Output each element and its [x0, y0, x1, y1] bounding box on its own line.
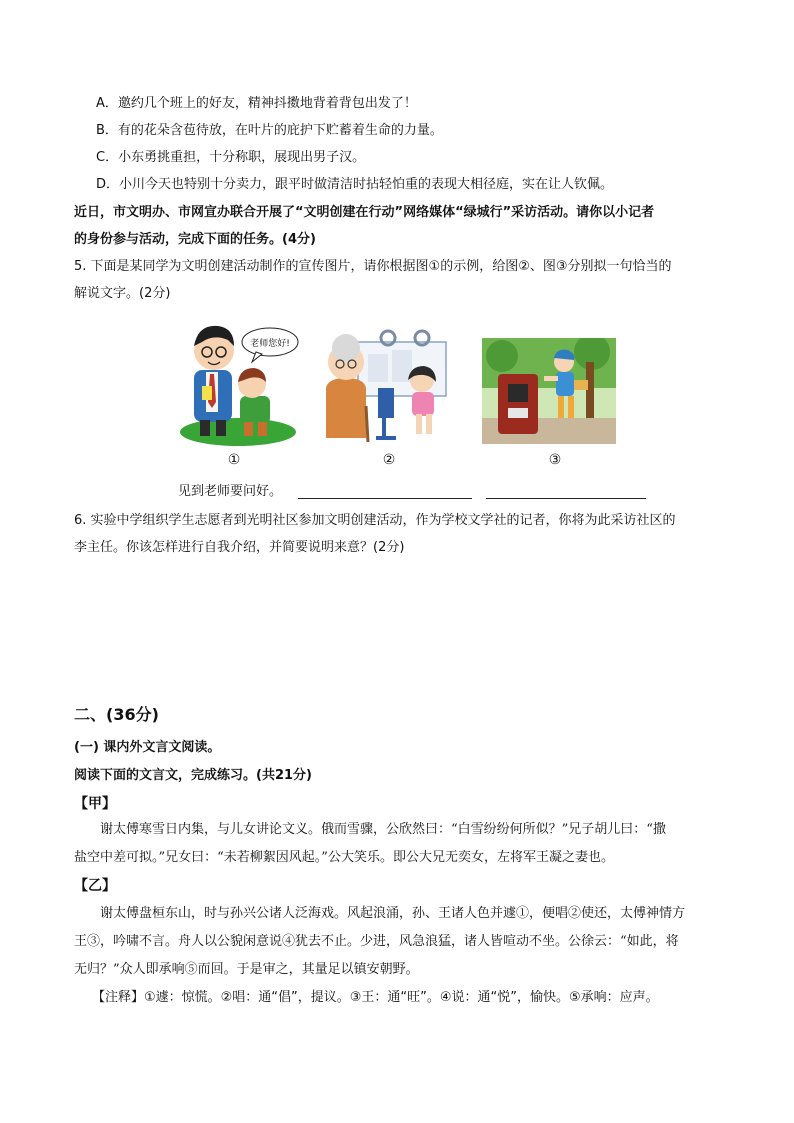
reading-instruction: 阅读下面的文言文，完成练习。(共21分) [74, 768, 312, 783]
option-a: A．邀约几个班上的好友，精神抖擞地背着背包出发了！ [96, 96, 417, 111]
caption-picture-1: ① [227, 452, 241, 468]
passage-yi-line-1: 谢太傅盘桓东山，时与孙兴公诸人泛海戏。风起浪涌，孙、王诸人色并遽①，便唱②使还，太傅神情方 [100, 906, 686, 921]
picture-2-elderly-seat [318, 328, 450, 444]
answer-blank-picture-3[interactable] [486, 497, 646, 499]
task-intro-line-2: 的身份参与活动，完成下面的任务。(4分) [74, 232, 316, 247]
passage-yi-line-3: 无归？”众人即承响⑤而回。于是审之，其量足以镇安朝野。 [74, 962, 419, 977]
example-caption-text: 见到老师要问好。 [178, 484, 283, 499]
picture-1-greeting-teacher [178, 312, 300, 448]
question-5-line-2: 解说文字。(2分) [74, 286, 171, 301]
option-c: C．小东勇挑重担，十分称职，展现出男子汉。 [96, 150, 366, 165]
task-intro-line-1: 近日，市文明办、市网宣办联合开展了“文明创建在行动”网络媒体“绿城行”采访活动。请你以小记者 [74, 205, 655, 220]
option-d: D．小川今天也特别十分卖力，跟平时做清洁时拈轻怕重的表现大相径庭，实在让人钦佩。 [96, 177, 614, 192]
passage-yi-label: 【乙】 [74, 878, 116, 894]
question-6-line-2: 李主任。你该怎样进行自我介绍，并简要说明来意？(2分) [74, 540, 405, 555]
option-b: B．有的花朵含苞待放，在叶片的庇护下贮蓄着生命的力量。 [96, 123, 443, 138]
passage-jia-line-1: 谢太傅寒雪日内集，与儿女讲论文义。俄而雪骤，公欣然曰：“白雪纷纷何所似？”兄子胡儿曰：“撒 [100, 822, 666, 837]
part-2-title: 二、(36分) [74, 705, 159, 724]
question-6-line-1: 6. 实验中学组织学生志愿者到光明社区参加文明创建活动，作为学校文学社的记者，你将为此采访社区的 [74, 513, 676, 528]
speech-bubble-text: 老师您好! [250, 339, 290, 349]
picture-3-trash-bin [482, 338, 616, 444]
passage-jia-line-2: 盐空中差可拟。”兄女曰：“未若柳絮因风起。”公大笑乐。即公大兄无奕女，左将军王凝之妻也。 [74, 850, 614, 865]
question-5-line-1: 5. 下面是某同学为文明创建活动制作的宣传图片，请你根据图①的示例，给图②、图③分别拟一句恰当的 [74, 259, 672, 274]
annotations: 【注释】①遽：惊慌。②唱：通“倡”，提议。③王：通“旺”。④说：通“悦”，愉快。⑤承响：应声。 [92, 990, 659, 1005]
passage-jia-label: 【甲】 [74, 796, 116, 812]
caption-picture-3: ③ [548, 452, 562, 468]
answer-blank-picture-2[interactable] [298, 497, 472, 499]
passage-yi-line-2: 王③，吟啸不言。舟人以公貌闲意说④犹去不止。少进，风急浪猛，诸人皆喧动不坐。公徐云：“如此，将 [74, 934, 679, 949]
caption-picture-2: ② [382, 452, 396, 468]
part-2-subsection-title: (一) 课内外文言文阅读。 [74, 740, 221, 755]
